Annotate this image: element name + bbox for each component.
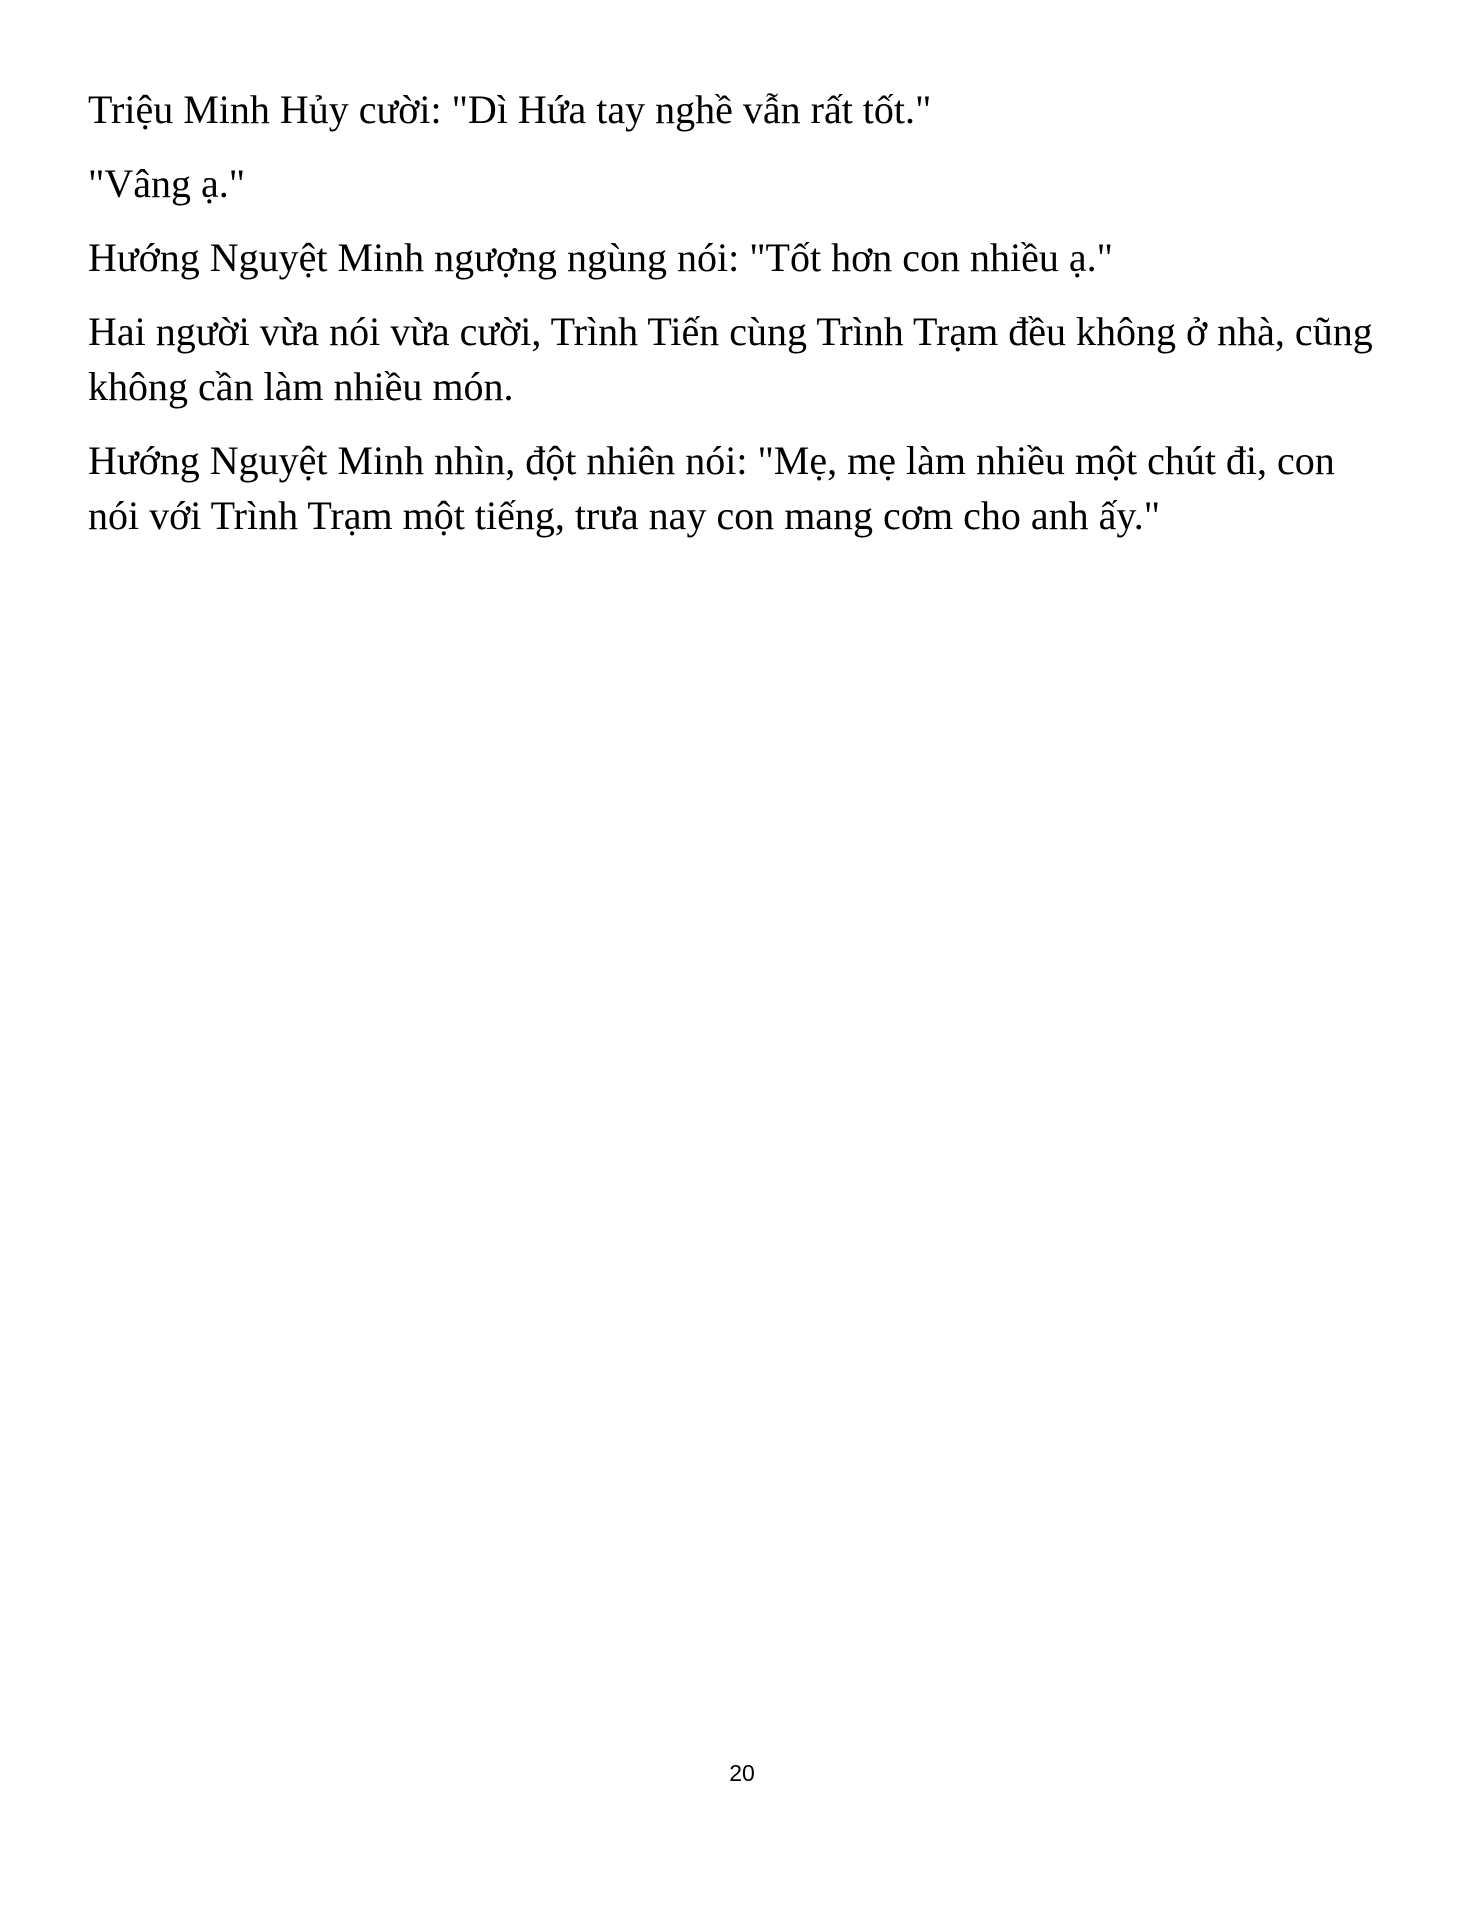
paragraph: Triệu Minh Hủy cười: "Dì Hứa tay nghề vẫn rất tốt." (88, 87, 932, 132)
page-body (88, 82, 1388, 562)
page-number: 20 (729, 1760, 755, 1786)
paragraph: Hướng Nguyệt Minh ngượng ngùng nói: "Tốt hơn con nhiều ạ." (88, 235, 1113, 280)
paragraph: "Vâng ạ." (88, 161, 246, 206)
paragraph: Hai người vừa nói vừa cười, Trình Tiến cùng Trình Trạm đều không ở nhà, cũng không cần làm nhiều món. (88, 309, 1373, 409)
paragraph: Hướng Nguyệt Minh nhìn, đột nhiên nói: "Mẹ, mẹ làm nhiều một chút đi, con nói với Trình Trạm một tiếng, trưa nay con mang cơm cho anh ấy." (88, 438, 1335, 538)
